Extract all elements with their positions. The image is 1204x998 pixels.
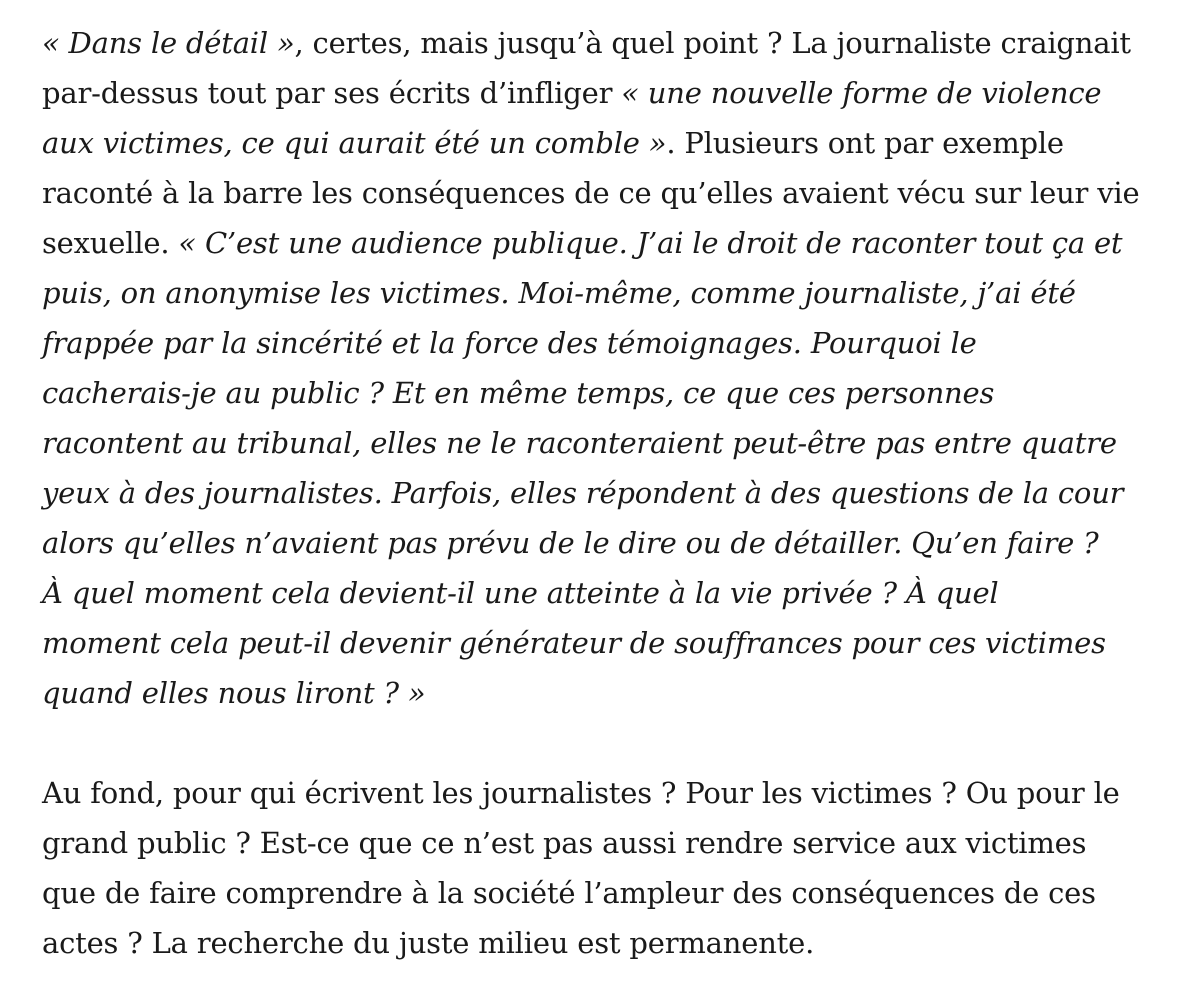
quote-segment: À quel moment cela devient-il une atteinte à la vie privée ? À quel	[42, 576, 999, 610]
quote-segment: « Dans le détail »	[42, 26, 295, 60]
text-line	[42, 418, 1182, 468]
article-body	[42, 18, 1182, 968]
text-segment: . Plusieurs ont par exemple	[666, 126, 1064, 160]
text-segment: grand public ? Est-ce que ce n’est pas aussi rendre service aux victimes	[42, 826, 1087, 860]
quote-segment: quand elles nous liront ? »	[42, 676, 426, 710]
quote-segment: aux victimes, ce qui aurait été un comble »	[42, 126, 667, 160]
text-line	[42, 918, 1182, 968]
text-segment: raconté à la barre les conséquences de ce qu’elles avaient vécu sur leur vie	[42, 176, 1140, 210]
text-line	[42, 318, 1182, 368]
quote-segment: frappée par la sincérité et la force des témoignages. Pourquoi le	[42, 326, 977, 360]
text-line	[42, 18, 1182, 68]
text-segment: que de faire comprendre à la société l’ampleur des conséquences de ces	[42, 876, 1096, 910]
text-line	[42, 768, 1182, 818]
text-segment: Au fond, pour qui écrivent les journalistes ? Pour les victimes ? Ou pour le	[42, 776, 1120, 810]
quote-segment: « une nouvelle forme de violence	[621, 76, 1102, 110]
text-line	[42, 268, 1182, 318]
text-line	[42, 818, 1182, 868]
text-segment: , certes, mais jusqu’à quel point ? La journaliste craignait	[294, 26, 1131, 60]
quote-segment: moment cela peut-il devenir générateur de souffrances pour ces victimes	[42, 626, 1106, 660]
text-line	[42, 518, 1182, 568]
text-line	[42, 68, 1182, 118]
paragraph-1	[42, 18, 1182, 718]
text-line	[42, 668, 1182, 718]
quote-segment: alors qu’elles n’avaient pas prévu de le dire ou de détailler. Qu’en faire ?	[42, 526, 1099, 560]
text-line	[42, 118, 1182, 168]
text-segment: actes ? La recherche du juste milieu est permanente.	[42, 926, 815, 960]
text-line	[42, 868, 1182, 918]
text-line	[42, 568, 1182, 618]
text-line	[42, 468, 1182, 518]
quote-segment: yeux à des journalistes. Parfois, elles répondent à des questions de la cour	[42, 476, 1124, 510]
text-segment: par-dessus tout par ses écrits d’infliger	[42, 76, 622, 110]
text-line	[42, 168, 1182, 218]
text-line	[42, 618, 1182, 668]
quote-segment: puis, on anonymise les victimes. Moi-même, comme journaliste, j’ai été	[42, 276, 1076, 310]
paragraph-2	[42, 768, 1182, 968]
text-segment: sexuelle.	[42, 226, 179, 260]
quote-segment: racontent au tribunal, elles ne le raconteraient peut-être pas entre quatre	[42, 426, 1117, 460]
text-line	[42, 368, 1182, 418]
quote-segment: cacherais-je au public ? Et en même temps, ce que ces personnes	[42, 376, 995, 410]
text-line	[42, 218, 1182, 268]
quote-segment: « C’est une audience publique. J’ai le droit de raconter tout ça et	[178, 226, 1123, 260]
